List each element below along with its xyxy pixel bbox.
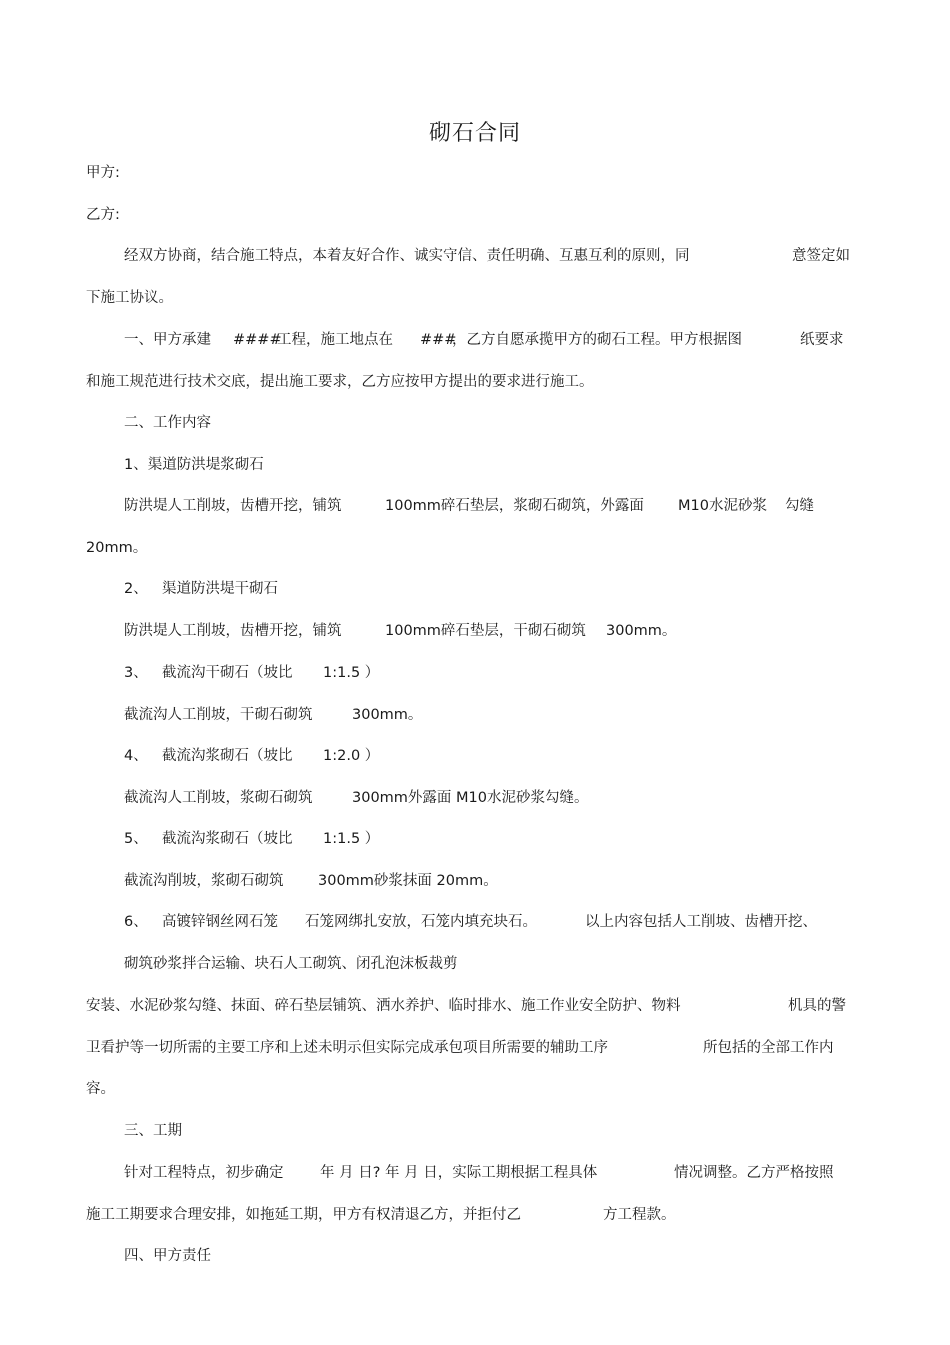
section-1-line-2: 和施工规范进行技术交底，提出施工要求，乙方应按甲方提出的要求进行施工。 [86, 374, 594, 390]
item-6-number: 6、 [124, 914, 148, 930]
intro-text: 经双方协商，结合施工特点，本着友好合作、诚实守信、责任明确、互惠互利的原则，同 [124, 248, 690, 264]
item-6-line-4-a: 卫看护等一切所需的主要工序和上述未明示但实际完成承包项目所需要的辅助工序 [86, 1040, 608, 1056]
item-2-label: 渠道防洪堤干砌石 [162, 581, 278, 597]
item-3-desc-b: 300mm。 [352, 707, 423, 723]
section-2-heading: 二、工作内容 [124, 415, 211, 431]
item-1-desc-d: 勾缝 [785, 498, 814, 514]
project-name-placeholder: #### [233, 332, 282, 348]
section-1-text-3: 纸要求 [800, 332, 844, 348]
location-placeholder: ### [420, 332, 457, 348]
section-1-lead: 一、甲方承建 [124, 332, 211, 348]
item-6-line-3-b: 机具的警 [788, 998, 846, 1014]
item-2-number: 2、 [124, 581, 148, 597]
item-6-line-3-a: 安装、水泥砂浆勾缝、抹面、碎石垫层铺筑、洒水养护、临时排水、施工作业安全防护、物料 [86, 998, 681, 1014]
item-1-title: 1、渠道防洪堤浆砌石 [124, 457, 264, 473]
item-6-desc-b: 以上内容包括人工削坡、齿槽开挖、 [585, 914, 817, 930]
intro-text-tail: 意签定如 [792, 248, 850, 264]
item-1-desc-c: M10水泥砂浆 [678, 498, 767, 514]
item-3-desc-a: 截流沟人工削坡，干砌石砌筑 [124, 707, 313, 723]
section-3-text-a: 针对工程特点，初步确定 [124, 1165, 284, 1181]
item-4-number: 4、 [124, 748, 148, 764]
item-6-line-2: 砌筑砂浆拌合运输、块石人工砌筑、闭孔泡沫板裁剪 [124, 956, 458, 972]
intro-paragraph-line-2: 下施工协议。 [86, 290, 173, 306]
item-4-label: 截流沟浆砌石（坡比 [162, 748, 293, 764]
item-6-line-4-b: 所包括的全部工作内 [703, 1040, 834, 1056]
item-5-desc-b: 300mm砂浆抹面 20mm。 [318, 873, 498, 889]
item-6-line-5: 容。 [86, 1081, 115, 1097]
item-3-ratio: 1:1.5 ） [323, 665, 380, 681]
party-b-label: 乙方: [86, 207, 120, 223]
section-1-text: 工程，施工地点在 [277, 332, 393, 348]
item-5-desc-a: 截流沟削坡，浆砌石砌筑 [124, 873, 284, 889]
item-2-desc-a: 防洪堤人工削坡，齿槽开挖，铺筑 [124, 623, 342, 639]
item-3-label: 截流沟干砌石（坡比 [162, 665, 293, 681]
item-3-number: 3、 [124, 665, 148, 681]
item-1-desc-e: 20mm。 [86, 540, 148, 556]
item-6-label: 高镀锌钢丝网石笼 [162, 914, 278, 930]
item-5-label: 截流沟浆砌石（坡比 [162, 831, 293, 847]
section-3-text-d: 施工工期要求合理安排，如拖延工期，甲方有权清退乙方，并拒付乙 [86, 1207, 521, 1223]
section-4-heading: 四、甲方责任 [124, 1248, 211, 1264]
item-4-desc-a: 截流沟人工削坡，浆砌石砌筑 [124, 790, 313, 806]
section-3-text-e: 方工程款。 [603, 1207, 676, 1223]
section-3-heading: 三、工期 [124, 1123, 182, 1139]
item-5-ratio: 1:1.5 ） [323, 831, 380, 847]
item-4-desc-b: 300mm外露面 M10水泥砂浆勾缝。 [352, 790, 589, 806]
item-6-desc-a: 石笼网绑扎安放，石笼内填充块石。 [305, 914, 537, 930]
item-2-desc-b: 100mm碎石垫层，干砌石砌筑 [385, 623, 586, 639]
section-1-text-2: ，乙方自愿承揽甲方的砌石工程。甲方根据图 [452, 332, 742, 348]
item-1-desc-b: 100mm碎石垫层，浆砌石砌筑，外露面 [385, 498, 644, 514]
item-2-desc-c: 300mm。 [606, 623, 677, 639]
item-1-desc-a: 防洪堤人工削坡，齿槽开挖，铺筑 [124, 498, 342, 514]
section-3-text-c: 情况调整。乙方严格按照 [674, 1165, 834, 1181]
party-a-label: 甲方: [86, 165, 120, 181]
section-3-dates: 年 月 日? 年 月 日，实际工期根据工程具体 [320, 1165, 598, 1181]
document-title: 砌石合同 [428, 121, 521, 146]
item-5-number: 5、 [124, 831, 148, 847]
item-4-ratio: 1:2.0 ） [323, 748, 380, 764]
